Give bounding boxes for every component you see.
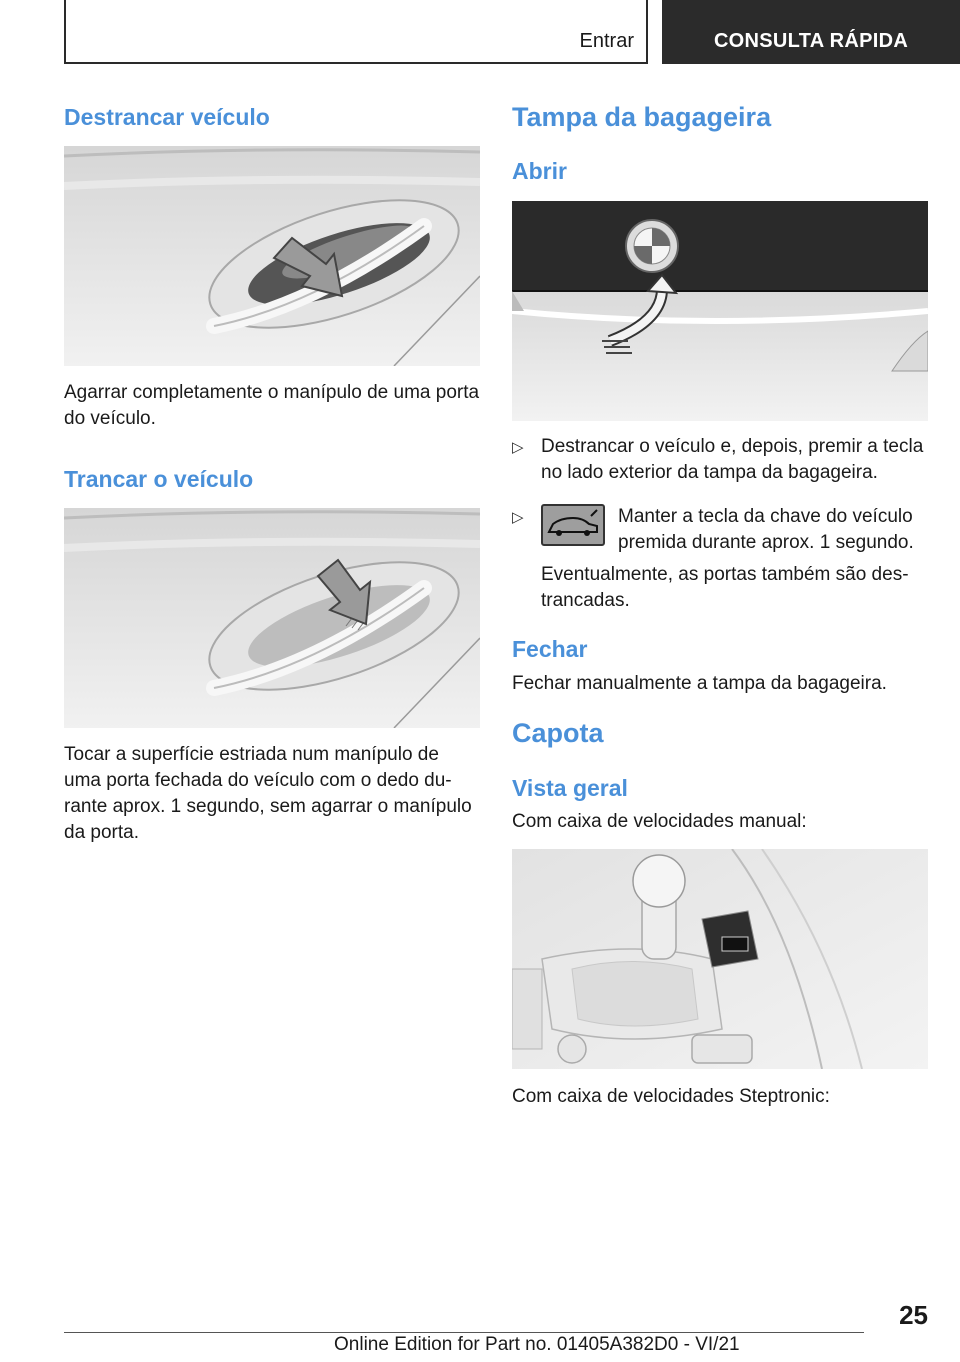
close-text: Fechar manualmente a tampa da bagageira. [512, 673, 887, 694]
overview-heading: Vista geral [512, 775, 628, 801]
door-handle-lock-figure [64, 508, 480, 728]
lock-text: Tocar a superfície estriada num manípulo de uma porta fechada do veículo com o dedo du-rante aprox. 1 segundo, sem agarrar o manípulo da porta. [64, 744, 472, 843]
header-section-box [64, 0, 648, 64]
unlock-heading: Destrancar veículo [64, 104, 270, 130]
open-heading: Abrir [512, 158, 567, 184]
console-manual-figure [512, 849, 928, 1069]
trunk-heading: Tampa da bagageira [512, 102, 772, 132]
header-section-label: Entrar [579, 30, 634, 52]
step1-text: Destrancar o veículo e, depois, premir a tecla no lado exterior da tampa da bagageira. [541, 436, 924, 483]
trunk-button-figure [512, 201, 928, 421]
triangle-right-outline-icon: ▷ [512, 509, 524, 526]
unlock-text: Agarrar completamente o manípulo de uma porta do veículo. [64, 382, 480, 429]
manual-text: Com caixa de velocidades manual: [512, 811, 807, 832]
header-chapter-label: CONSULTA RÁPIDA [713, 30, 909, 52]
footer-rule [64, 1332, 864, 1333]
car-trunk-key-icon [541, 504, 605, 546]
triangle-right-outline-icon: ▷ [512, 439, 524, 456]
steptronic-text: Com caixa de velocidades Steptronic: [512, 1086, 830, 1107]
page-number: 25 [899, 1300, 928, 1330]
footer-edition: Online Edition for Part no. 01405A382D0 - VI/21 [334, 1334, 740, 1355]
header-chapter-tab [662, 0, 960, 64]
hood-heading: Capota [512, 718, 604, 748]
step2-text: Manter a tecla da chave do veículo premida durante aprox. 1 segundo. [618, 506, 914, 553]
lock-heading: Trancar o veículo [64, 466, 254, 492]
close-heading: Fechar [512, 636, 588, 662]
door-handle-unlock-figure [64, 146, 480, 366]
step2-note: Eventualmente, as portas também são des-trancadas. [541, 564, 909, 611]
